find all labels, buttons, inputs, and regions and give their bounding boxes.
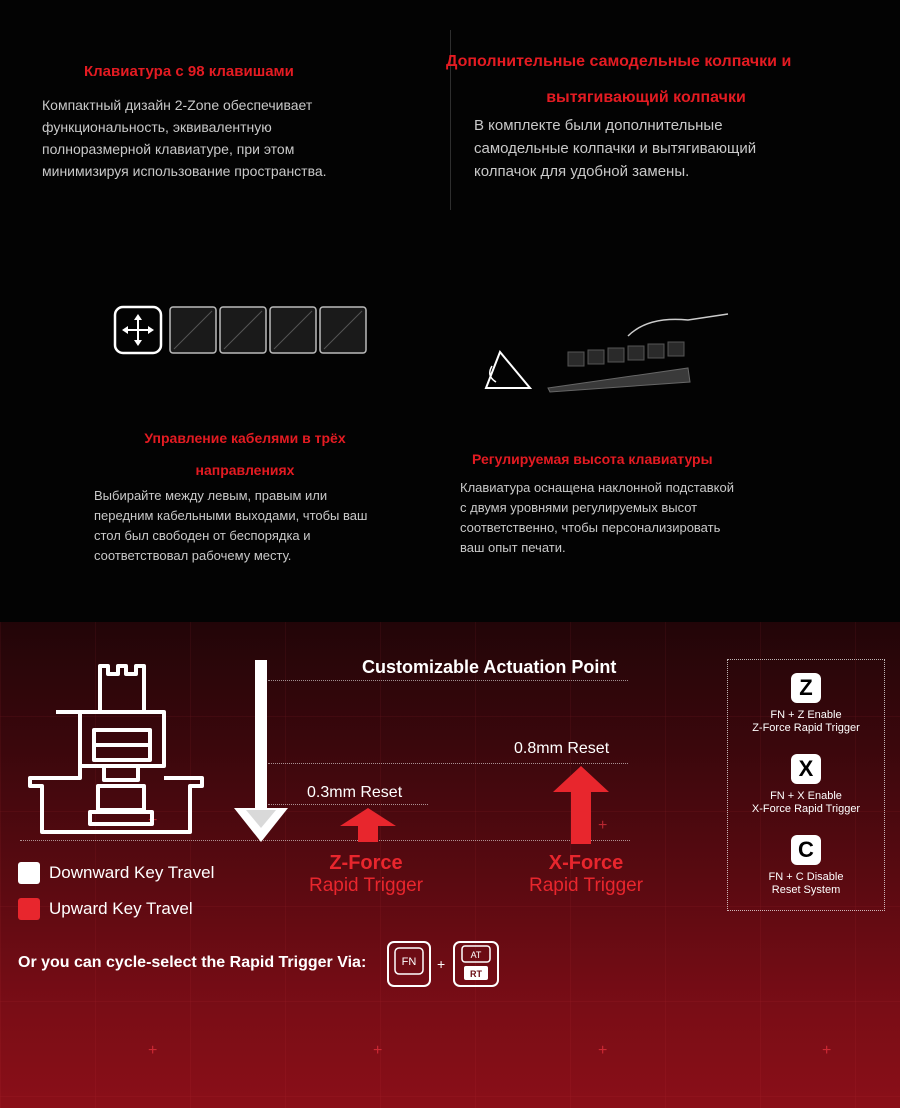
at-key-text: AT	[470, 950, 482, 960]
shortcut-panel	[727, 659, 885, 911]
shortcut-z	[728, 673, 884, 735]
section1-line: Компактный дизайн 2-Zone обеспечивает	[42, 97, 313, 113]
section2-line: В комплекте были дополнительные	[474, 117, 723, 134]
section2-title-line: Дополнительные самодельные колпачки и	[446, 53, 792, 70]
keyboard-side-icon	[548, 342, 690, 392]
decor-cross: +	[148, 1042, 158, 1059]
section1-line: минимизируя использование пространства.	[42, 163, 327, 179]
legend-swatch-red	[18, 898, 40, 920]
move-arrows-icon	[115, 307, 161, 353]
zforce-label	[306, 852, 426, 897]
switch-outline-illustration	[22, 662, 212, 840]
section2-title-line: вытягивающий колпачки	[546, 89, 746, 106]
section2-line: самодельные колпачки и вытягивающий	[474, 140, 757, 157]
decor-cross: +	[598, 1042, 608, 1059]
decor-cross: +	[148, 812, 158, 829]
key-z-badge: Z	[791, 673, 821, 703]
section4-body	[460, 478, 790, 558]
rapid-trigger-section	[0, 622, 900, 1108]
xforce-up-arrow-icon	[553, 766, 609, 844]
xforce-label	[526, 852, 646, 897]
actuation-guide-line	[268, 680, 628, 681]
shortcut-z-caption	[728, 709, 884, 735]
section1-body	[42, 94, 402, 182]
shortcut-x-line1: FN + X Enable	[770, 790, 842, 802]
section3-title-line: направлениях	[195, 462, 295, 478]
downward-travel-arrow-icon	[232, 660, 290, 844]
xforce-name: X-Force	[548, 852, 624, 874]
section3-title-line: Управление кабелями в трёх	[144, 430, 346, 446]
section3-body	[94, 486, 414, 566]
legend-swatch-white	[18, 862, 40, 884]
section3-line: стол был свободен от беспорядка и	[94, 528, 311, 543]
at-rt-key-icon	[452, 940, 500, 988]
rt-key-text: RT	[470, 969, 482, 979]
legend-downward-label: Downward Key Travel	[49, 863, 215, 882]
zforce-up-arrow-icon	[340, 808, 396, 842]
fn-key-icon	[386, 940, 432, 988]
tilt-angle-icon	[486, 352, 530, 388]
shortcut-x	[728, 754, 884, 816]
decor-cross: +	[373, 1042, 383, 1059]
actuation-title: Customizable Actuation Point	[362, 657, 617, 677]
zforce-name: Z-Force	[329, 852, 403, 874]
section4-line: Клавиатура оснащена наклонной подставкой	[460, 480, 734, 495]
shortcut-x-line2: X-Force Rapid Trigger	[751, 803, 861, 815]
shortcut-x-caption	[728, 790, 884, 816]
reset-03-label: 0.3mm Reset	[307, 784, 403, 801]
section4-title: Регулируемая высота клавиатуры	[472, 451, 713, 467]
fn-key-text: FN	[401, 956, 417, 968]
section1-line: функциональность, эквивалентную	[42, 119, 272, 135]
section4-line: ваш опыт печати.	[460, 540, 566, 555]
legend-downward	[18, 862, 214, 884]
baseline-guide-line	[20, 840, 630, 841]
decor-cross: +	[822, 1042, 832, 1059]
legend-upward-label: Upward Key Travel	[49, 899, 193, 918]
key-c-badge: C	[791, 835, 821, 865]
section3-line: Выбирайте между левым, правым или	[94, 488, 328, 503]
shortcut-z-line2: Z-Force Rapid Trigger	[752, 722, 860, 734]
section2-body	[474, 114, 814, 183]
cable-keycap-tiles	[170, 307, 366, 353]
section4-line: с двумя уровнями регулируемых высот	[460, 500, 698, 515]
section3-line: соответствовал рабочему месту.	[94, 548, 292, 563]
section1-line: полноразмерной клавиатуре, при этом	[42, 141, 295, 157]
section1-title: Клавиатура с 98 клавишами	[84, 63, 294, 80]
section2-title	[446, 44, 856, 116]
section3-line: передним кабельными выходами, чтобы ваш	[94, 508, 368, 523]
zforce-sub: Rapid Trigger	[308, 875, 424, 896]
section4-line: соответственно, чтобы персонализировать	[460, 520, 721, 535]
section3-title	[110, 422, 380, 486]
section2-line: колпачок для удобной замены.	[474, 163, 690, 180]
shortcut-c-line2: Reset System	[771, 884, 841, 896]
shortcut-c-caption	[728, 871, 884, 897]
reset-08-guide-line	[268, 763, 628, 764]
reset-08-label: 0.8mm Reset	[514, 740, 610, 757]
keyboard-height-illustration	[478, 306, 738, 398]
shortcut-c-line1: FN + C Disable	[768, 871, 844, 883]
shortcut-z-line1: FN + Z Enable	[770, 709, 842, 721]
legend-upward	[18, 898, 193, 920]
plus-sign: +	[437, 956, 446, 972]
key-x-badge: X	[791, 754, 821, 784]
cable-direction-illustration	[112, 304, 372, 360]
shortcut-c	[728, 835, 884, 897]
cycle-select-text: Or you can cycle-select the Rapid Trigger Via:	[18, 954, 367, 971]
decor-cross: +	[598, 817, 608, 834]
reset-03-guide-line	[268, 804, 428, 805]
hand-outline-icon	[628, 314, 728, 336]
xforce-sub: Rapid Trigger	[528, 875, 644, 896]
